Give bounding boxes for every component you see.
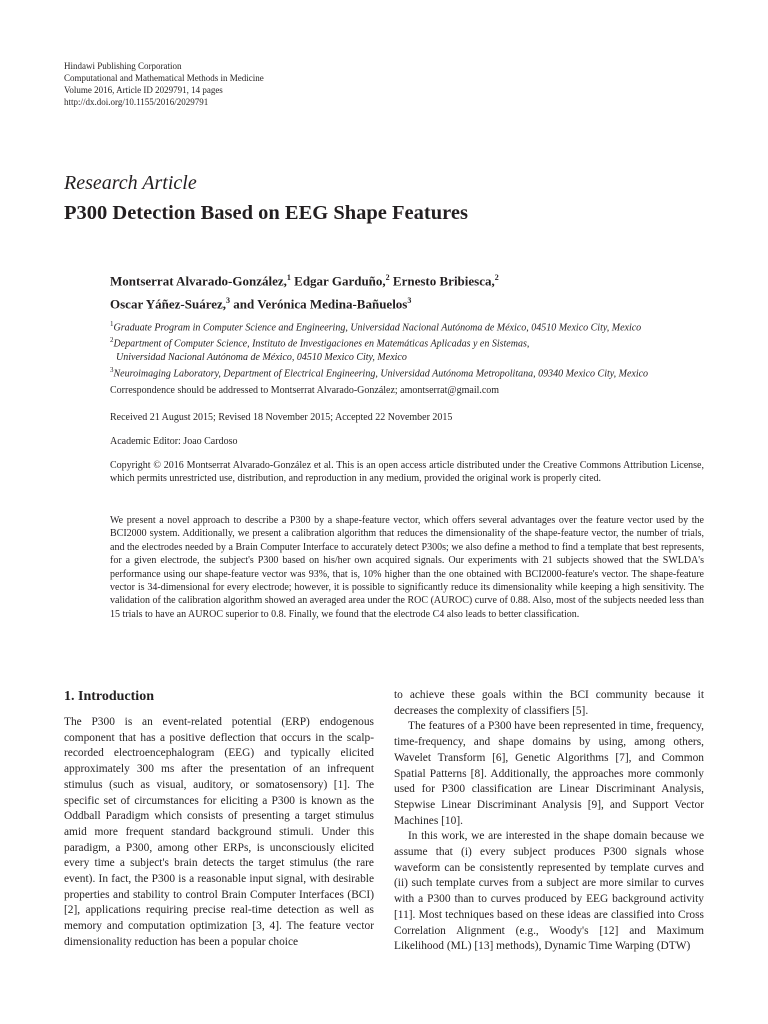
affiliation-marker: 2	[385, 273, 390, 282]
paragraph-continued: to achieve these goals within the BCI community because it decreases the complexity of classifiers [5].	[394, 689, 704, 717]
volume-info: Volume 2016, Article ID 2029791, 14 pages	[64, 85, 223, 95]
affiliation-marker: 3	[407, 296, 412, 306]
affiliation-text: Neuroimaging Laboratory, Department of Electrical Engineering, Universidad Autónoma Metropolitana, 09340 Mexico City, Mexico	[113, 367, 649, 379]
journal-name: Computational and Mathematical Methods in Medicine	[64, 73, 264, 83]
affiliation-number: 2	[110, 336, 114, 345]
affiliation-1	[110, 318, 648, 334]
journal-header	[64, 60, 264, 108]
body-column-left	[64, 688, 374, 951]
affiliation-number: 3	[110, 365, 114, 374]
affiliation-2-cont: Universidad Nacional Autónoma de México, 04510 Mexico City, Mexico	[116, 351, 407, 363]
academic-editor: Academic Editor: Joao Cardoso	[110, 436, 238, 447]
affiliation-number: 1	[110, 320, 114, 328]
author-name: Oscar Yáñez-Suárez,	[110, 296, 227, 312]
author-line-2	[110, 291, 499, 314]
author-name: and Verónica Medina-Bañuelos	[230, 296, 408, 312]
publisher-name: Hindawi Publishing Corporation	[64, 61, 182, 71]
paragraph: In this work, we are interested in the shape domain because we assume that (i) every subject produces P300 signals whose waveform can be consistently represented by template curves and (ii) such template curves from a subject are more similar to curves with a P300 than to curves produced by EEG background activity [11]. Most techniques based on these ideas are classified into Cross Correlation Alignment (e.g., Woody's [12] and Maximum Likelihood (ML) [13] methods), Dynamic Time Warping (DTW)	[394, 830, 704, 953]
copyright-notice: Copyright © 2016 Montserrat Alvarado-González et al. This is an open access article distributed under the Creative Commons Attribution License, which permits unrestricted use, distribution, and reproduction in any medium, provided the original work is properly cited.	[110, 460, 704, 484]
article-type: Research Article	[64, 172, 197, 194]
author-name: Edgar Garduño,	[290, 273, 386, 289]
body-column-right	[394, 688, 704, 955]
author-line-1	[110, 268, 499, 291]
article-title: P300 Detection Based on EEG Shape Features	[64, 202, 468, 224]
publication-dates: Received 21 August 2015; Revised 18 November 2015; Accepted 22 November 2015	[110, 412, 453, 423]
affiliation-3	[110, 364, 648, 380]
abstract: We present a novel approach to describe a P300 by a shape-feature vector, which offers several advantages over the feature vector used by the BCI2000 system. Additionally, we present a calibration algorithm that reduces the dimensionality of the shape-feature vector, the number of trials, and the electrodes needed by a Brain Computer Interface to accurately detect P300s; we also define a method to find a template that best represents, for a given electrode, the subject's P300 based on his/her own acquired signals. Our experiments with 21 subjects showed that the SWLDA's performance using our shape-feature vector was 93%, that is, 10% higher than the one obtained with BCI2000-feature's vector. The shape-feature vector is 34-dimensional for every electrode; however, it is possible to significantly reduce its dimensionality while keeping a high sensitivity. The validation of the calibration algorithm showed an averaged area under the ROC (AUROC) curve of 0.88. Also, most of the subjects needed less than 15 trials to have an AUROC superior to 0.8. Finally, we found that the electrode C4 also leads to better classification.	[110, 515, 704, 620]
section-heading-introduction: 1. Introduction	[64, 689, 154, 704]
affiliation-marker: 2	[494, 273, 499, 282]
correspondence: Correspondence should be addressed to Montserrat Alvarado-González; amontserrat@gmail.com	[110, 385, 500, 396]
author-name: Ernesto Bribiesca,	[389, 273, 495, 289]
affiliation-marker: 3	[226, 296, 231, 306]
affiliations	[110, 318, 648, 380]
affiliation-marker: 1	[286, 273, 291, 282]
paragraph: The P300 is an event-related potential (ERP) endogenous component that has a positive deflection that occurs in the scalp-recorded electroencephalogram (EEG) and typically elicited approximately 300 ms after the presentation of an infrequent stimulus (such as visual, auditory, or somatosensory) [1]. The specific set of circumstances for eliciting a P300 is known as the Oddball Paradigm which consists of presenting a target stimulus amid more frequent standard background stimuli. Under this paradigm, a P300, among other ERPs, is unconsciously elicited every time a subject's brain detects the target stimulus (the rare event). In fact, the P300 is a reasonable input signal, with desirable properties and stability to control Brain Computer Interfaces (BCI) [2], applications requiring precise real-time detection as well as memory and computation optimization [3, 4]. The feature vector dimensionality reduction has been a popular choice	[64, 716, 374, 948]
affiliation-2	[110, 334, 648, 350]
paragraph: The features of a P300 have been represented in time, frequency, time-frequency, and shape domains by using, among others, Wavelet Transform [6], Genetic Algorithms [7], and Common Spatial Patterns [8]. Additionally, the approaches more commonly used for P300 classification are Linear Discriminant Analysis, Stepwise Linear Discriminant Analysis [9], and Support Vector Machines [10].	[394, 720, 704, 827]
affiliation-text: Department of Computer Science, Instituto de Investigaciones en Matemáticas Aplicadas y en Sistemas,	[113, 338, 530, 350]
author-list	[110, 268, 499, 315]
affiliation-text: Graduate Program in Computer Science and Engineering, Universidad Nacional Autónoma de México, 04510 Mexico City, Mexico	[113, 322, 642, 334]
doi-link[interactable]: http://dx.doi.org/10.1155/2016/2029791	[64, 97, 209, 107]
author-name: Montserrat Alvarado-González,	[110, 273, 287, 289]
